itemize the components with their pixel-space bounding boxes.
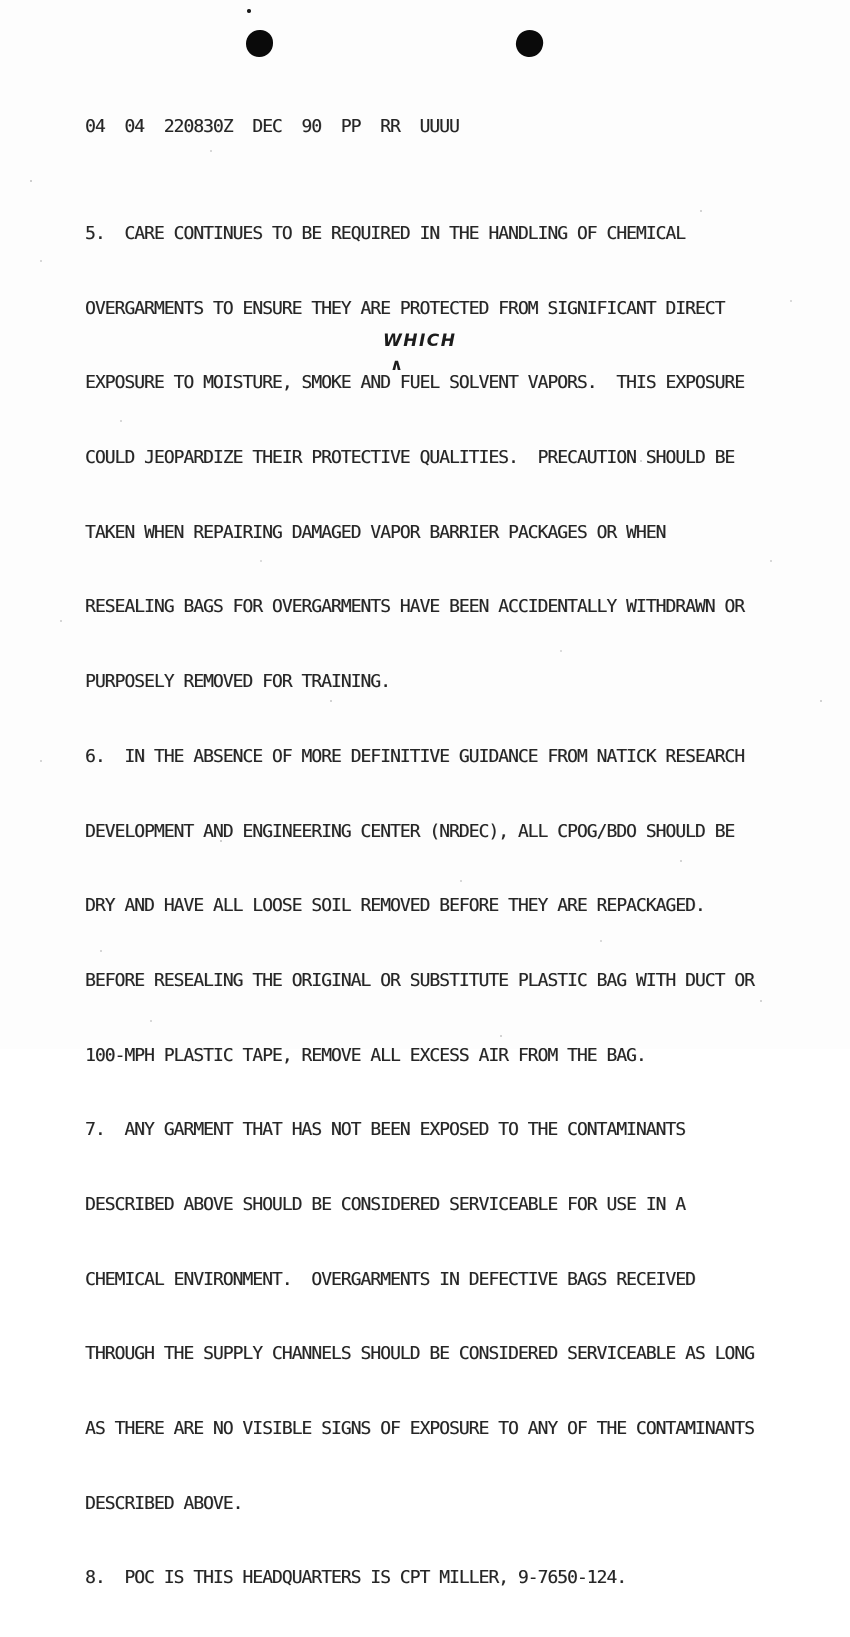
typed-line: 5. CARE CONTINUES TO BE REQUIRED IN THE HANDLING OF CHEMICAL	[85, 223, 686, 244]
typed-line: 100-MPH PLASTIC TAPE, REMOVE ALL EXCESS AIR FROM THE BAG.	[85, 1044, 646, 1066]
typed-line: DESCRIBED ABOVE.	[85, 1492, 243, 1514]
typed-line: EXPOSURE TO MOISTURE, SMOKE AND FUEL SOLVENT VAPORS. THIS EXPOSURE	[85, 372, 745, 394]
ink-speck	[247, 9, 251, 13]
typed-line: DRY AND HAVE ALL LOOSE SOIL REMOVED BEFORE THEY ARE REPACKAGED.	[85, 895, 705, 917]
message-header-line: 04 04 220830Z DEC 90 PP RR UUUU	[85, 116, 459, 137]
typed-line: PURPOSELY REMOVED FOR TRAINING.	[85, 671, 390, 693]
typed-line: RESEALING BAGS FOR OVERGARMENTS HAVE BEEN ACCIDENTALLY WITHDRAWN OR	[85, 596, 745, 618]
typed-line: 8. POC IS THIS HEADQUARTERS IS CPT MILLER, 9-7650-124.	[85, 1567, 627, 1589]
handwritten-insertion-word: WHICH	[383, 331, 457, 351]
typed-line: AS THERE ARE NO VISIBLE SIGNS OF EXPOSURE TO ANY OF THE CONTAMINANTS	[85, 1418, 754, 1439]
typed-line: BEFORE RESEALING THE ORIGINAL OR SUBSTITUTE PLASTIC BAG WITH DUCT OR	[85, 969, 754, 991]
typed-line: COULD JEOPARDIZE THEIR PROTECTIVE QUALITIES. PRECAUTION SHOULD BE	[85, 447, 735, 469]
insertion-caret-mark: ∧	[390, 355, 403, 374]
typed-line: THROUGH THE SUPPLY CHANNELS SHOULD BE CONSIDERED SERVICEABLE AS LONG	[85, 1343, 754, 1365]
typed-line: OVERGARMENTS TO ENSURE THEY ARE PROTECTED FROM SIGNIFICANT DIRECT	[85, 297, 725, 319]
typed-line: 7. ANY GARMENT THAT HAS NOT BEEN EXPOSED TO THE CONTAMINANTS	[85, 1119, 686, 1141]
typed-line: CHEMICAL ENVIRONMENT. OVERGARMENTS IN DEFECTIVE BAGS RECEIVED	[85, 1268, 695, 1290]
typed-line: DEVELOPMENT AND ENGINEERING CENTER (NRDEC), ALL CPOG/BDO SHOULD BE	[85, 820, 735, 842]
scan-noise	[0, 0, 2, 2]
typed-line: TAKEN WHEN REPAIRING DAMAGED VAPOR BARRIER PACKAGES OR WHEN	[85, 521, 666, 543]
hole-punch-mark-right	[513, 27, 545, 59]
message-body	[85, 176, 754, 1637]
typed-line: DESCRIBED ABOVE SHOULD BE CONSIDERED SERVICEABLE FOR USE IN A	[85, 1193, 686, 1215]
typed-line: 6. IN THE ABSENCE OF MORE DEFINITIVE GUIDANCE FROM NATICK RESEARCH	[85, 745, 745, 767]
hole-punch-mark-left	[246, 30, 273, 57]
